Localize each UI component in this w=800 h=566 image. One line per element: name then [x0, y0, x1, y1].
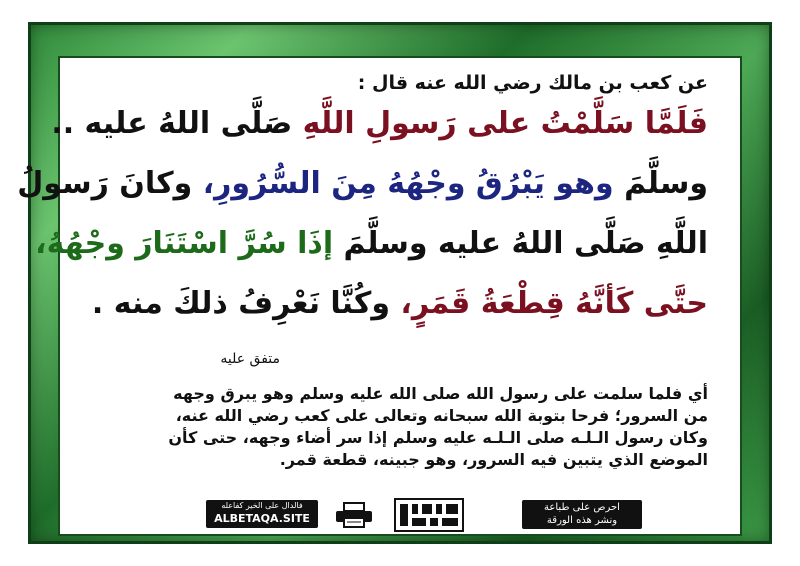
print-note-line-1: احرص على طباعة	[544, 502, 620, 513]
tagline-text: فالدال على الخير كفاعله	[221, 501, 303, 510]
explanation-line-3: وكان رسول الـلـه صلى الـلـه عليه وسلم إذا سر أضاء وجهه، حتى كأن	[168, 428, 708, 447]
printer-icon	[334, 502, 374, 528]
hadith-line-4-part-2: وكُنَّا نَعْرِفُ ذلكَ منه .	[91, 286, 401, 321]
hadith-line-1	[51, 106, 708, 141]
print-note-box	[522, 500, 642, 529]
hadith-line-2-part-3: وكانَ رَسولُ	[17, 166, 203, 201]
hadith-source: متفق عليه	[220, 351, 280, 367]
hadith-line-2-part-2: وهو يَبْرُقُ وجْهُهُ مِنَ السُّرُورِ،	[202, 166, 614, 201]
hadith-line-2	[17, 166, 708, 201]
explanation-line-2: من السرور؛ فرحا بتوبة الله سبحانه وتعالى على كعب رضي الله عنه،	[175, 406, 708, 425]
site-badge[interactable]	[206, 500, 318, 528]
hadith-line-3-part-1: اللَّهِ صَلَّى اللهُ عليه وسلَّمَ	[333, 226, 708, 261]
intro-text: عن كعب بن مالك رضي الله عنه قال :	[357, 72, 708, 94]
albetaqa-logo	[394, 498, 464, 532]
hadith-line-3-part-2: إذَا سُرَّ اسْتَنَارَ وجْهُهُ،	[35, 226, 334, 261]
explanation-line-1: أي فلما سلمت على رسول الله صلى الله عليه وسلم وهو يبرق وجهه	[173, 384, 708, 403]
site-url[interactable]: ALBETAQA.SITE	[214, 512, 310, 525]
print-note-line-2: ونشر هذه الورقة	[546, 515, 618, 526]
hadith-line-1-part-2: صَلَّى اللهُ عليه ..	[51, 106, 303, 141]
hadith-line-1-part-1: فَلَمَّا سَلَّمْتُ على رَسولِ اللَّهِ	[302, 106, 708, 141]
hadith-line-2-part-1: وسلَّمَ	[613, 166, 708, 201]
card-panel	[17, 58, 740, 534]
hadith-line-4	[92, 286, 708, 321]
explanation	[88, 383, 708, 471]
footer-bar	[206, 498, 642, 532]
explanation-line-4: الموضع الذي يتبين فيه السرور، وهو جبينه، قطعة قمر.	[279, 450, 708, 469]
hadith-line-4-part-1: حتَّى كَأنَّهُ قِطْعَةُ قَمَرٍ،	[400, 286, 708, 321]
hadith-line-3	[35, 226, 708, 261]
